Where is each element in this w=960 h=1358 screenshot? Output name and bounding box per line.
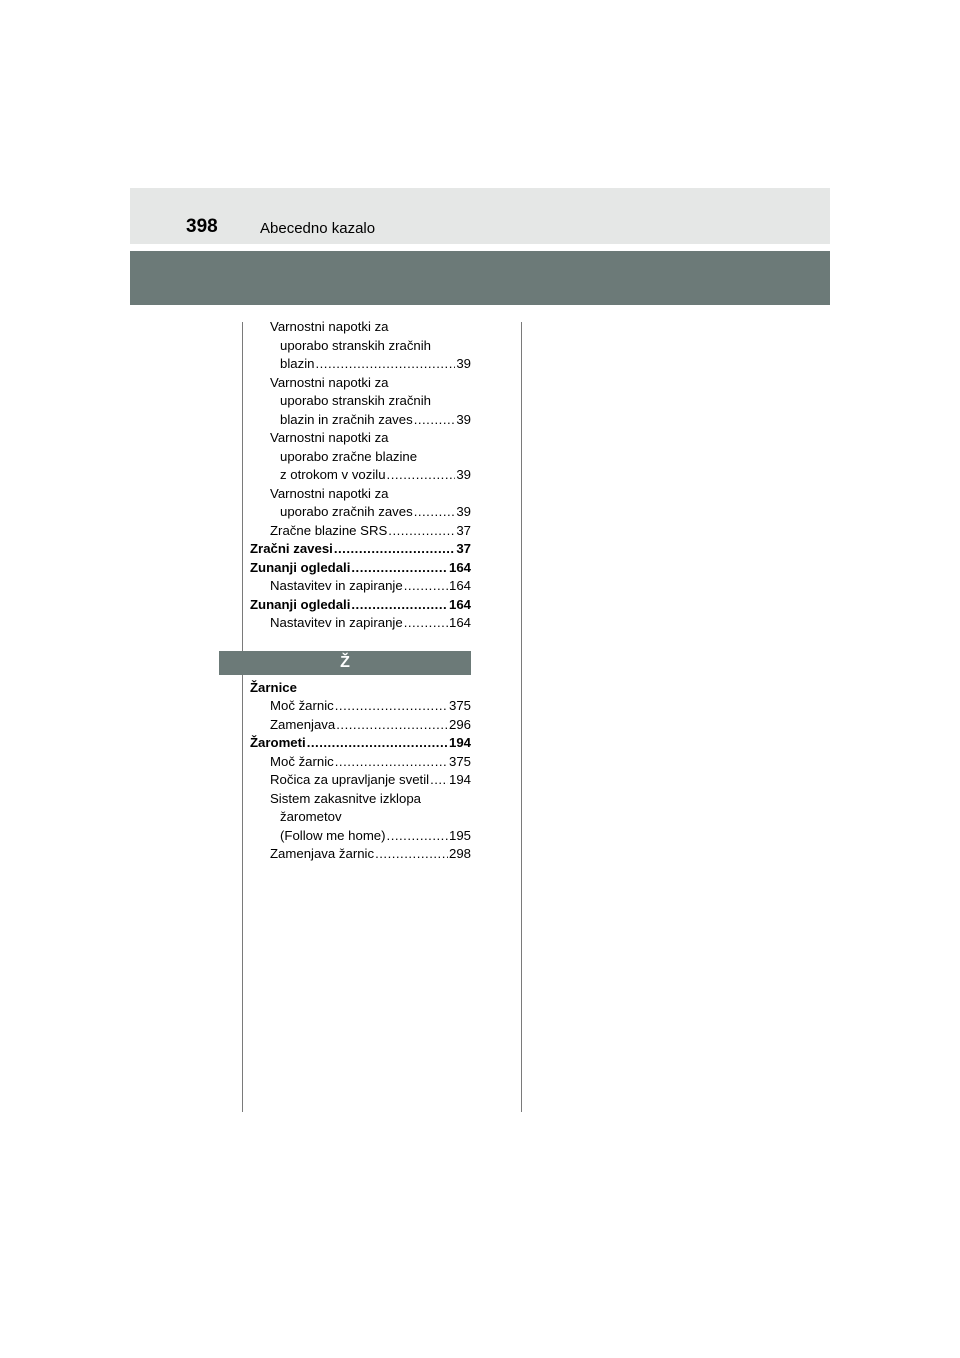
dot-leader	[336, 716, 448, 735]
index-entry-text: uporabo zračne blazine	[280, 448, 418, 464]
index-page-number: 39	[456, 467, 471, 482]
index-block	[250, 679, 471, 864]
index-entry	[250, 374, 471, 393]
index-page-number: 375	[448, 753, 471, 769]
index-entry	[250, 429, 471, 448]
section-title: Abecedno kazalo	[260, 220, 376, 237]
dot-leader	[351, 559, 448, 578]
letter-heading: Ž	[219, 651, 471, 675]
dot-leader	[414, 411, 456, 430]
index-page-number: 375	[448, 698, 471, 713]
dot-leader	[315, 355, 455, 374]
dot-leader	[387, 827, 448, 846]
index-page-number: 164	[448, 596, 471, 612]
dot-leader	[375, 845, 448, 864]
index-entry-text: (Follow me home)	[280, 827, 386, 843]
index-entry	[250, 448, 471, 467]
index-entry-text: Zamenjava	[270, 716, 336, 732]
index-entry	[250, 771, 471, 790]
index-entry-text: žarometov	[280, 809, 342, 824]
index-entry-text: Zamenjava žarnic	[270, 846, 375, 861]
index-entry	[250, 753, 471, 772]
index-block	[250, 318, 471, 633]
index-entry	[250, 790, 471, 809]
index-entry-text: uporabo stranskih zračnih	[280, 393, 432, 408]
index-page-number: 298	[448, 846, 471, 861]
index-entry	[250, 845, 471, 864]
index-entry	[250, 485, 471, 504]
dot-leader	[387, 466, 456, 485]
index-entry	[250, 318, 471, 337]
index-entry	[250, 540, 471, 559]
index-page-number: 195	[448, 827, 471, 843]
index-entry-text: Sistem zakasnitve izklopa	[270, 790, 421, 806]
index-page-number: 164	[448, 615, 471, 630]
index-entry-text: Nastavitev in zapiranje	[270, 615, 403, 630]
dot-leader	[388, 522, 455, 541]
dot-leader	[335, 697, 448, 716]
index-entry-text: uporabo stranskih zračnih	[280, 337, 432, 353]
index-entry	[250, 355, 471, 374]
index-entry	[250, 808, 471, 827]
index-entry-text: Zunanji ogledali	[250, 596, 351, 612]
index-page-number: 296	[448, 716, 471, 732]
index-page-number: 194	[448, 772, 471, 787]
index-page-number: 39	[456, 411, 471, 427]
index-entry-text: blazin	[280, 356, 315, 371]
dot-leader	[430, 771, 448, 790]
index-entry	[250, 522, 471, 541]
index-page-number: 37	[456, 541, 471, 556]
column-divider-left	[242, 322, 243, 1112]
index-entry	[250, 827, 471, 846]
index-entry-text: Žarometi	[250, 735, 306, 750]
index-page-number: 164	[448, 578, 471, 593]
index-entry-text: Varnostni napotki za	[270, 374, 389, 390]
dot-leader	[351, 596, 448, 615]
index-entry-text: Zračne blazine SRS	[270, 522, 388, 538]
index-entry	[250, 734, 471, 753]
page-number: 398	[186, 216, 218, 237]
index-entry-text: uporabo zračnih zaves	[280, 504, 413, 519]
dot-leader	[414, 503, 456, 522]
index-entry-text: Varnostni napotki za	[270, 430, 389, 445]
index-entry	[250, 596, 471, 615]
index-column	[250, 318, 471, 864]
index-page-number: 39	[456, 356, 471, 371]
index-entry-text: Zunanji ogledali	[250, 559, 351, 575]
index-page-number: 39	[456, 504, 471, 519]
index-entry	[250, 559, 471, 578]
index-entry	[250, 337, 471, 356]
index-entry	[250, 679, 471, 698]
index-entry-text: Varnostni napotki za	[270, 485, 389, 501]
index-entry	[250, 697, 471, 716]
index-entry	[250, 411, 471, 430]
index-entry-text: Varnostni napotki za	[270, 319, 389, 334]
index-entry	[250, 392, 471, 411]
index-entry-text: Ročica za upravljanje svetil	[270, 772, 430, 787]
index-entry-text: Moč žarnic	[270, 698, 334, 713]
index-entry-text: Moč žarnic	[270, 753, 334, 769]
index-page-number: 164	[448, 559, 471, 575]
index-entry	[250, 577, 471, 596]
dot-leader	[335, 753, 448, 772]
index-entry-text: Nastavitev in zapiranje	[270, 578, 403, 593]
index-entry-text: Žarnice	[250, 679, 297, 695]
dot-leader	[334, 540, 455, 559]
index-entry	[250, 466, 471, 485]
index-page-number: 37	[456, 522, 471, 538]
index-entry-text: Zračni zavesi	[250, 541, 333, 556]
dot-leader	[307, 734, 448, 753]
index-entry	[250, 716, 471, 735]
index-entry-text: z otrokom v vozilu	[280, 467, 386, 482]
index-entry	[250, 614, 471, 633]
dot-leader	[404, 577, 448, 596]
header-band	[130, 188, 830, 244]
header-dark-band	[130, 251, 830, 305]
index-entry	[250, 503, 471, 522]
column-divider-right	[521, 322, 522, 1112]
dot-leader	[404, 614, 448, 633]
index-page-number: 194	[448, 735, 471, 750]
index-entry-text: blazin in zračnih zaves	[280, 411, 413, 427]
